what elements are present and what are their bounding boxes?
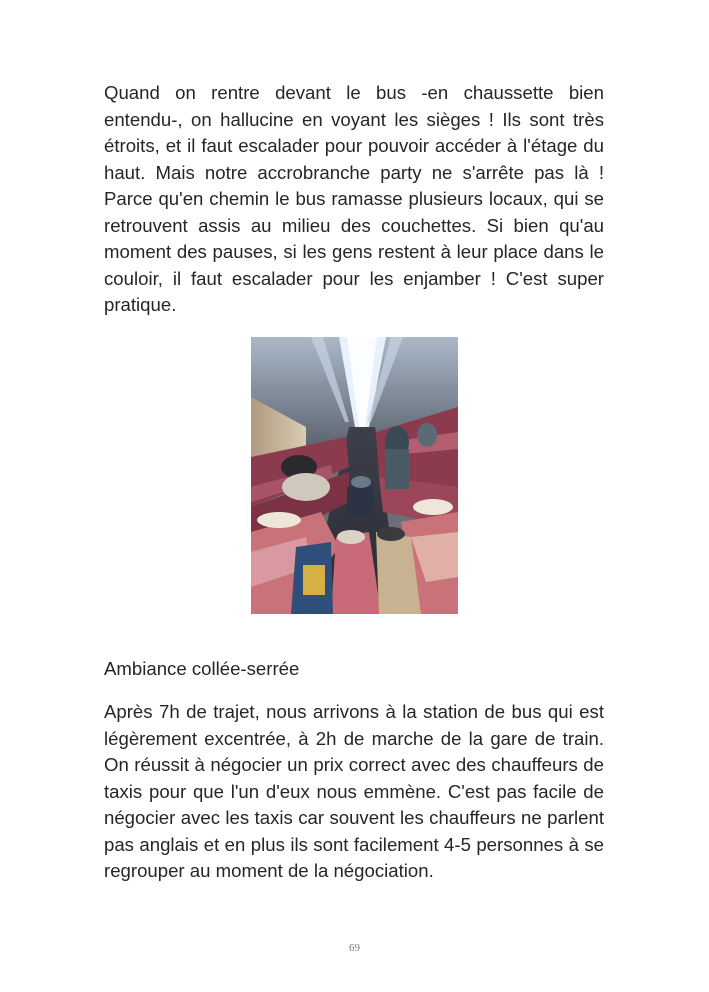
section-heading: Ambiance collée-serrée — [104, 658, 300, 679]
page-number: 69 — [349, 942, 360, 954]
body-paragraph-arrival: Après 7h de trajet, nous arrivons à la station de bus qui est légèrement excentrée, à 2h de marche de la gare de train. On réussit à négocier un prix correct avec des chauffeurs de taxis pour que l'un d'eux nous emmène. C'est pas facile de négocier avec les taxis car souvent les chauffeurs ne parlent pas anglais et en plus ils sont facilement 4-5 personnes à se regrouper au moment de la négociation. — [104, 701, 604, 881]
sleeper-bus-interior-photo — [251, 337, 458, 614]
body-paragraph-intro: Quand on rentre devant le bus -en chaussette bien entendu-, on hallucine en voyant les sièges ! Ils sont très étroits, et il faut escalader pour pouvoir accéder à l'étage du haut. Mais notre accrobranche party ne s'arrête pas là ! Parce qu'en chemin le bus ramasse plusieurs locaux, qui se retrouvent assis au milieu des couchettes. Si bien qu'au moment des pauses, si les gens restent à leur place dans le couloir, il faut escalader pour les enjamber ! C'est super pratique. — [104, 82, 604, 315]
